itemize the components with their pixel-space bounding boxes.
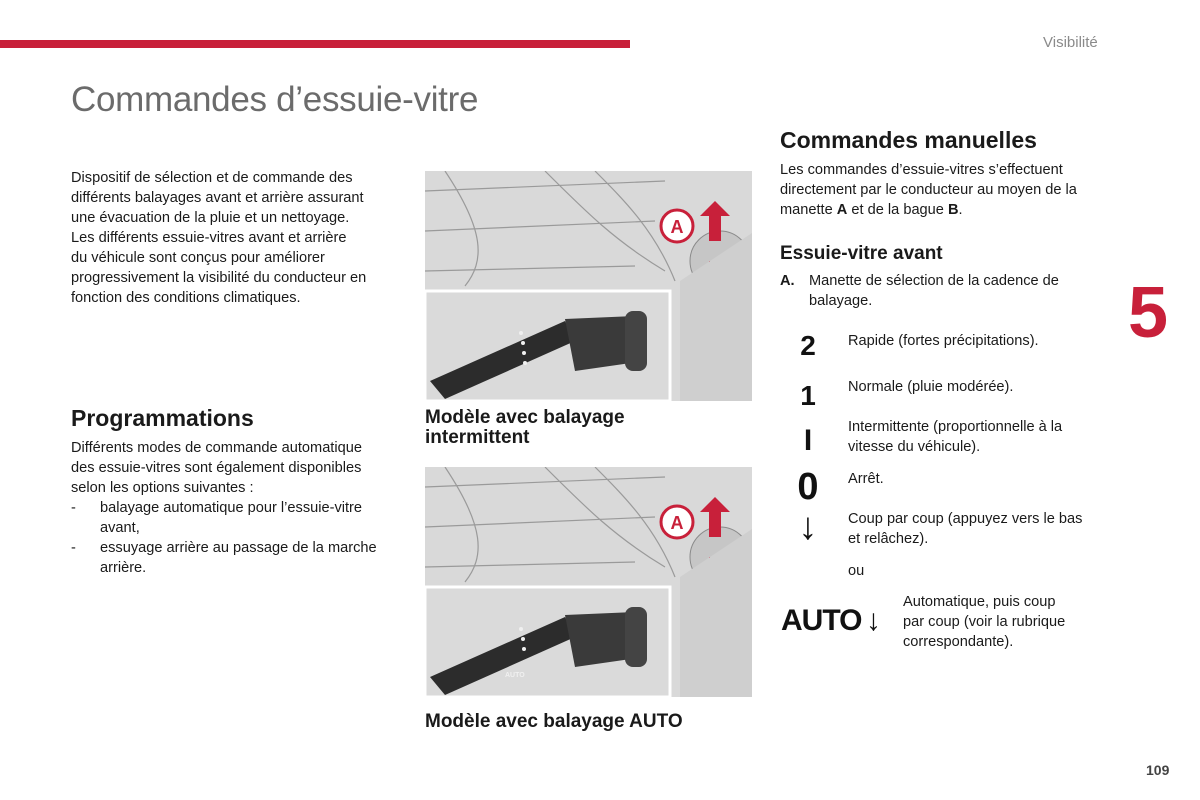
bullet-line: essuyage arrière au passage de la marche bbox=[100, 540, 377, 556]
programmations-line: Différents modes de commande automatique bbox=[71, 440, 362, 456]
caption-line: intermittent bbox=[425, 427, 530, 448]
intro-line: Dispositif de sélection et de commande des bbox=[71, 170, 353, 186]
mode-line: et relâchez). bbox=[848, 531, 929, 547]
stalk-auto-label: AUTO bbox=[505, 672, 525, 679]
mode-desc-intermittent bbox=[848, 417, 1062, 457]
manual-line: directement par le conducteur au moyen de la bbox=[780, 182, 1077, 198]
auto-arrow-icon: ↓ bbox=[865, 604, 881, 637]
manual-ref-b: B bbox=[947, 202, 959, 218]
manual-text: manette bbox=[780, 202, 837, 218]
bullet-line: arrière. bbox=[100, 560, 147, 576]
chapter-number: 5 bbox=[1128, 273, 1169, 353]
manual-ref-a: A bbox=[836, 202, 848, 218]
wiper-stalk-illustration-auto bbox=[425, 467, 752, 697]
header-accent-bar bbox=[0, 40, 630, 48]
bullet-line: balayage automatique pour l’essuie-vitre bbox=[100, 500, 363, 516]
mode-desc-fast bbox=[848, 331, 1039, 351]
manual-paragraph bbox=[780, 160, 1120, 220]
manual-text: . bbox=[958, 202, 963, 218]
auto-symbol-text: AUTO bbox=[781, 604, 862, 637]
mode-line: vitesse du véhicule). bbox=[848, 439, 981, 455]
mode-line: Automatique, puis coup bbox=[903, 594, 1056, 610]
intermittent-icon: I bbox=[803, 424, 813, 457]
manual-line: Les commandes d’essuie-vitres s’effectuent bbox=[780, 162, 1063, 178]
mode-line: par coup (voir la rubrique bbox=[903, 614, 1066, 630]
programmations-line: selon les options suivantes : bbox=[71, 480, 254, 496]
item-line: Manette de sélection de la cadence de bbox=[809, 273, 1059, 289]
front-item-marker bbox=[780, 271, 795, 291]
auto-icon bbox=[781, 604, 881, 644]
intro-line: progressivement la visibilité du conducteur en bbox=[71, 270, 367, 286]
speed-2-icon: 2 bbox=[800, 330, 816, 361]
item-line: balayage. bbox=[809, 293, 873, 309]
off-zero-icon: 0 bbox=[797, 466, 819, 508]
speed-1-icon: 1 bbox=[800, 380, 816, 411]
item-marker: A. bbox=[780, 273, 795, 289]
mode-desc-normal bbox=[848, 377, 1013, 397]
mode-line: Arrêt. bbox=[848, 471, 884, 487]
section-title: Visibilité bbox=[1043, 34, 1098, 51]
programmations-paragraph bbox=[71, 438, 401, 578]
mode-line: Intermittente (proportionnelle à la bbox=[848, 419, 1063, 435]
intro-line: fonction des conditions climatiques. bbox=[71, 290, 301, 306]
page-title: Commandes d’essuie-vitre bbox=[71, 80, 479, 119]
caption-line: Modèle avec balayage bbox=[425, 407, 625, 428]
mode-line: Normale (pluie modérée). bbox=[848, 379, 1014, 395]
programmations-line: des essuie-vitres sont également disponibles bbox=[71, 460, 362, 476]
bullet-dash: - bbox=[71, 500, 76, 516]
bullet-line: avant, bbox=[100, 520, 140, 536]
programmations-heading: Programmations bbox=[71, 405, 254, 431]
intro-line: une évacuation de la pluie et un nettoyage. bbox=[71, 210, 350, 226]
label-a: A bbox=[670, 217, 684, 237]
mode-desc-off bbox=[848, 469, 884, 489]
bullet-dash: - bbox=[71, 540, 76, 556]
bullet-item bbox=[71, 538, 401, 578]
mode-desc-auto bbox=[903, 592, 1103, 652]
label-a: A bbox=[670, 513, 684, 533]
wiper-stalk-illustration-intermittent bbox=[425, 171, 752, 401]
page-number: 109 bbox=[1146, 762, 1170, 778]
figure-caption-auto: Modèle avec balayage AUTO bbox=[425, 711, 683, 732]
intro-line: différents balayages avant et arrière assurant bbox=[71, 190, 364, 206]
manual-text: et de la bague bbox=[847, 202, 948, 218]
manual-heading: Commandes manuelles bbox=[780, 127, 1037, 153]
front-item-text bbox=[809, 271, 1109, 311]
mode-line: correspondante). bbox=[903, 634, 1014, 650]
front-wiper-heading: Essuie-vitre avant bbox=[780, 243, 943, 264]
figure-caption-intermittent bbox=[425, 408, 625, 448]
bullet-item bbox=[71, 498, 401, 538]
single-wipe-arrow-icon: ↓ bbox=[798, 506, 818, 548]
figure-intermittent bbox=[425, 171, 752, 401]
intro-line: du véhicule sont conçus pour améliorer bbox=[71, 250, 325, 266]
or-text: ou bbox=[848, 563, 865, 579]
intro-paragraph bbox=[71, 168, 401, 308]
figure-auto bbox=[425, 467, 752, 697]
intro-line: Les différents essuie-vitres avant et arrière bbox=[71, 230, 347, 246]
mode-line: Coup par coup (appuyez vers le bas bbox=[848, 511, 1083, 527]
mode-desc-single bbox=[848, 509, 1082, 549]
mode-line: Rapide (fortes précipitations). bbox=[848, 333, 1039, 349]
manual-line bbox=[780, 200, 1120, 220]
